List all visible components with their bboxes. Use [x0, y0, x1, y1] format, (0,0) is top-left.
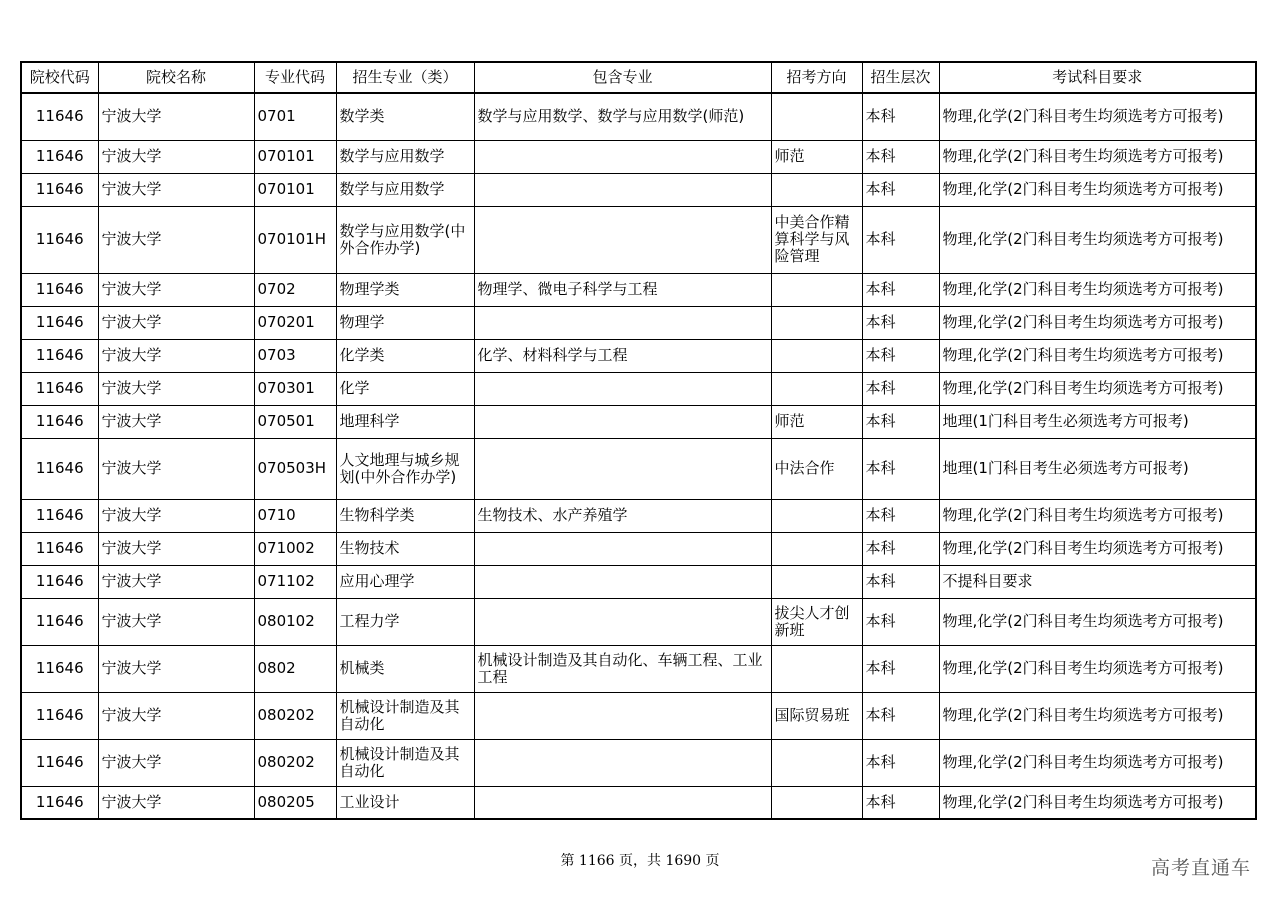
- table-cell: 宁波大学: [98, 739, 254, 786]
- table-cell: [771, 339, 862, 372]
- table-cell: [474, 405, 771, 438]
- table-cell: 11646: [21, 140, 98, 173]
- table-cell: 化学类: [336, 339, 474, 372]
- header-included-majors: 包含专业: [474, 62, 771, 93]
- table-row: [21, 339, 1256, 372]
- table-cell: 11646: [21, 598, 98, 645]
- table-cell: 机械设计制造及其自动化: [336, 739, 474, 786]
- table-cell: 数学与应用数学(中外合作办学): [336, 206, 474, 273]
- table-cell: 11646: [21, 645, 98, 692]
- table-cell: 11646: [21, 438, 98, 499]
- table-cell: 物理,化学(2门科目考生均须选考方可报考): [939, 206, 1256, 273]
- table-header-row: [21, 62, 1256, 93]
- table-cell: [474, 786, 771, 819]
- table-cell: 物理学类: [336, 273, 474, 306]
- table-cell: 机械类: [336, 645, 474, 692]
- table-cell: [474, 739, 771, 786]
- table-cell: [474, 140, 771, 173]
- table-cell: [474, 438, 771, 499]
- table-cell: [474, 598, 771, 645]
- table-cell: 物理,化学(2门科目考生均须选考方可报考): [939, 739, 1256, 786]
- table-cell: 工程力学: [336, 598, 474, 645]
- table-cell: 080102: [254, 598, 336, 645]
- table-cell: [771, 372, 862, 405]
- table-cell: 机械设计制造及其自动化、车辆工程、工业工程: [474, 645, 771, 692]
- table-cell: 本科: [862, 692, 939, 739]
- table-cell: 11646: [21, 173, 98, 206]
- table-cell: 11646: [21, 273, 98, 306]
- table-cell: [771, 739, 862, 786]
- table-row: [21, 645, 1256, 692]
- table-cell: [474, 173, 771, 206]
- page-number: 第 1166 页，共 1690 页: [560, 853, 720, 869]
- table-cell: [771, 565, 862, 598]
- table-cell: 生物技术: [336, 532, 474, 565]
- table-cell: 本科: [862, 598, 939, 645]
- table-cell: 本科: [862, 532, 939, 565]
- table-cell: 071102: [254, 565, 336, 598]
- table-cell: 11646: [21, 692, 98, 739]
- table-cell: 不提科目要求: [939, 565, 1256, 598]
- table-cell: 宁波大学: [98, 140, 254, 173]
- table-cell: [771, 173, 862, 206]
- admission-table: [20, 61, 1257, 820]
- table-cell: 地理(1门科目考生必须选考方可报考): [939, 405, 1256, 438]
- table-cell: 宁波大学: [98, 372, 254, 405]
- table-cell: 地理科学: [336, 405, 474, 438]
- table-cell: [474, 565, 771, 598]
- table-cell: 11646: [21, 739, 98, 786]
- table-cell: [771, 532, 862, 565]
- table-cell: 11646: [21, 306, 98, 339]
- table-cell: 070101: [254, 140, 336, 173]
- table-row: [21, 598, 1256, 645]
- table-cell: 物理学、微电子科学与工程: [474, 273, 771, 306]
- table-cell: 070101H: [254, 206, 336, 273]
- table-cell: 080202: [254, 692, 336, 739]
- table-cell: 生物科学类: [336, 499, 474, 532]
- table-cell: 0701: [254, 93, 336, 140]
- table-cell: 11646: [21, 499, 98, 532]
- table-cell: 人文地理与城乡规划(中外合作办学): [336, 438, 474, 499]
- table-cell: 物理,化学(2门科目考生均须选考方可报考): [939, 173, 1256, 206]
- table-cell: 宁波大学: [98, 93, 254, 140]
- table-cell: 本科: [862, 405, 939, 438]
- table-cell: 本科: [862, 372, 939, 405]
- table-cell: 宁波大学: [98, 339, 254, 372]
- header-direction: 招考方向: [771, 62, 862, 93]
- table-cell: 宁波大学: [98, 598, 254, 645]
- table-cell: 070503H: [254, 438, 336, 499]
- table-cell: 地理(1门科目考生必须选考方可报考): [939, 438, 1256, 499]
- table-cell: 080205: [254, 786, 336, 819]
- table-cell: 宁波大学: [98, 786, 254, 819]
- table-row: [21, 405, 1256, 438]
- table-cell: 物理,化学(2门科目考生均须选考方可报考): [939, 598, 1256, 645]
- table-cell: 0703: [254, 339, 336, 372]
- table-cell: 中法合作: [771, 438, 862, 499]
- table-cell: 本科: [862, 339, 939, 372]
- table-cell: 中美合作精算科学与风险管理: [771, 206, 862, 273]
- table-cell: 宁波大学: [98, 206, 254, 273]
- table-cell: 本科: [862, 206, 939, 273]
- table-cell: [771, 93, 862, 140]
- table-cell: 物理,化学(2门科目考生均须选考方可报考): [939, 532, 1256, 565]
- table-cell: [771, 306, 862, 339]
- table-cell: [474, 532, 771, 565]
- table-row: [21, 372, 1256, 405]
- table-cell: 宁波大学: [98, 692, 254, 739]
- table-cell: 宁波大学: [98, 565, 254, 598]
- table-cell: 物理,化学(2门科目考生均须选考方可报考): [939, 499, 1256, 532]
- header-major: 招生专业（类）: [336, 62, 474, 93]
- table-row: [21, 739, 1256, 786]
- table-row: [21, 273, 1256, 306]
- table-cell: 物理,化学(2门科目考生均须选考方可报考): [939, 306, 1256, 339]
- header-school-name: 院校名称: [98, 62, 254, 93]
- table-cell: 本科: [862, 565, 939, 598]
- watermark: 高考直通车: [1150, 857, 1251, 879]
- table-row: [21, 306, 1256, 339]
- table-cell: 本科: [862, 306, 939, 339]
- table-cell: 化学、材料科学与工程: [474, 339, 771, 372]
- table-cell: 数学与应用数学: [336, 140, 474, 173]
- table-cell: 机械设计制造及其自动化: [336, 692, 474, 739]
- table-cell: 070201: [254, 306, 336, 339]
- table-row: [21, 140, 1256, 173]
- table-cell: 化学: [336, 372, 474, 405]
- header-subject-requirement: 考试科目要求: [939, 62, 1256, 93]
- table-cell: 11646: [21, 372, 98, 405]
- table-cell: 物理,化学(2门科目考生均须选考方可报考): [939, 645, 1256, 692]
- table-row: [21, 206, 1256, 273]
- table-cell: 宁波大学: [98, 273, 254, 306]
- table-cell: 物理学: [336, 306, 474, 339]
- table-row: [21, 692, 1256, 739]
- table-cell: 物理,化学(2门科目考生均须选考方可报考): [939, 140, 1256, 173]
- table-cell: 师范: [771, 405, 862, 438]
- table-cell: 师范: [771, 140, 862, 173]
- table-cell: 物理,化学(2门科目考生均须选考方可报考): [939, 93, 1256, 140]
- table-cell: 11646: [21, 93, 98, 140]
- table-cell: 070301: [254, 372, 336, 405]
- table-row: [21, 786, 1256, 819]
- table-cell: 本科: [862, 438, 939, 499]
- table-cell: 080202: [254, 739, 336, 786]
- table-cell: 宁波大学: [98, 405, 254, 438]
- table-cell: 071002: [254, 532, 336, 565]
- table-cell: 本科: [862, 499, 939, 532]
- table-cell: 宁波大学: [98, 438, 254, 499]
- table-cell: 宁波大学: [98, 306, 254, 339]
- table-cell: 物理,化学(2门科目考生均须选考方可报考): [939, 692, 1256, 739]
- table-cell: 数学类: [336, 93, 474, 140]
- table-cell: 工业设计: [336, 786, 474, 819]
- table-cell: 宁波大学: [98, 499, 254, 532]
- table-cell: 本科: [862, 93, 939, 140]
- table-cell: 本科: [862, 273, 939, 306]
- header-level: 招生层次: [862, 62, 939, 93]
- table-cell: 物理,化学(2门科目考生均须选考方可报考): [939, 339, 1256, 372]
- table-cell: 数学与应用数学、数学与应用数学(师范): [474, 93, 771, 140]
- table-cell: [771, 645, 862, 692]
- table-row: [21, 93, 1256, 140]
- table-cell: 宁波大学: [98, 173, 254, 206]
- table-cell: 国际贸易班: [771, 692, 862, 739]
- table-cell: 应用心理学: [336, 565, 474, 598]
- table-cell: 物理,化学(2门科目考生均须选考方可报考): [939, 273, 1256, 306]
- header-major-code: 专业代码: [254, 62, 336, 93]
- table-cell: 本科: [862, 140, 939, 173]
- table-cell: 生物技术、水产养殖学: [474, 499, 771, 532]
- table-row: [21, 532, 1256, 565]
- table-cell: 宁波大学: [98, 645, 254, 692]
- table-cell: 11646: [21, 565, 98, 598]
- table-cell: 数学与应用数学: [336, 173, 474, 206]
- table-cell: 11646: [21, 339, 98, 372]
- table-cell: 11646: [21, 405, 98, 438]
- table-cell: 物理,化学(2门科目考生均须选考方可报考): [939, 372, 1256, 405]
- table-cell: 本科: [862, 739, 939, 786]
- table-cell: 本科: [862, 645, 939, 692]
- table-cell: 11646: [21, 206, 98, 273]
- table-row: [21, 499, 1256, 532]
- header-school-code: 院校代码: [21, 62, 98, 93]
- table-cell: 070501: [254, 405, 336, 438]
- table-cell: 本科: [862, 173, 939, 206]
- table-cell: 本科: [862, 786, 939, 819]
- table-cell: [474, 692, 771, 739]
- table-cell: [474, 372, 771, 405]
- table-cell: [771, 786, 862, 819]
- table-cell: [474, 206, 771, 273]
- table-cell: 拔尖人才创新班: [771, 598, 862, 645]
- table-cell: 0710: [254, 499, 336, 532]
- table-row: [21, 565, 1256, 598]
- table-cell: 0702: [254, 273, 336, 306]
- table-cell: 宁波大学: [98, 532, 254, 565]
- table-cell: [771, 273, 862, 306]
- table-cell: 11646: [21, 786, 98, 819]
- table-cell: [771, 499, 862, 532]
- table-cell: 11646: [21, 532, 98, 565]
- table-row: [21, 438, 1256, 499]
- table-row: [21, 173, 1256, 206]
- table-cell: [474, 306, 771, 339]
- table-cell: 070101: [254, 173, 336, 206]
- table-cell: 物理,化学(2门科目考生均须选考方可报考): [939, 786, 1256, 819]
- table-cell: 0802: [254, 645, 336, 692]
